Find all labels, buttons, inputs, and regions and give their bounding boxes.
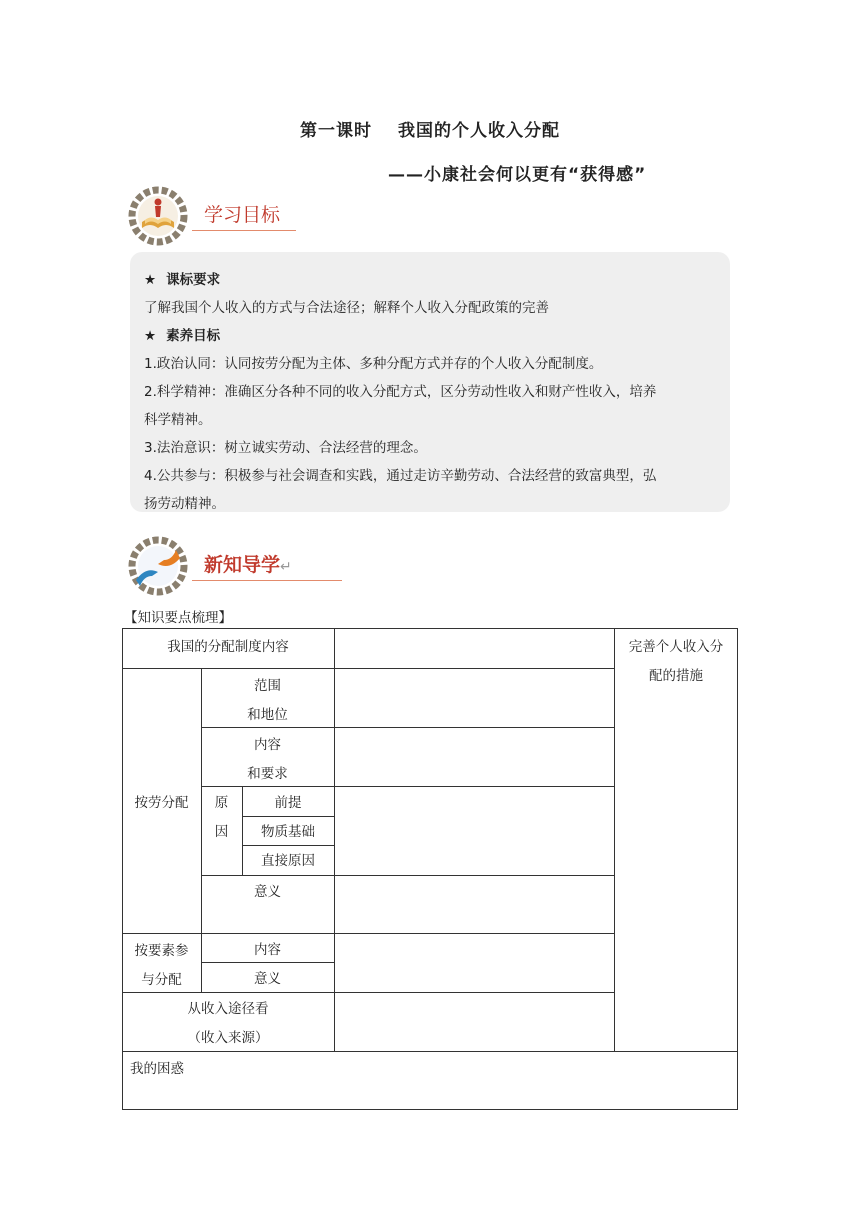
factor-significance-label: 意义 bbox=[254, 971, 281, 987]
goal-item: 科学精神。 bbox=[144, 412, 212, 428]
curriculum-heading: ★ 课标要求 bbox=[144, 272, 221, 288]
section-label: 新知导学↵ bbox=[204, 554, 292, 576]
table-header-right: 完善个人收入分 配的措施 bbox=[628, 639, 724, 684]
direct-reason-label: 直接原因 bbox=[261, 853, 315, 869]
content-label: 内容 和要求 bbox=[247, 737, 288, 782]
scope-label: 范围 和地位 bbox=[247, 678, 288, 723]
income-source-label: 从收入途径看 （收入来源） bbox=[187, 1001, 269, 1046]
factor-distribution-label: 按要素参 与分配 bbox=[134, 943, 189, 988]
star-icon: ★ bbox=[144, 328, 157, 344]
goal-item: 4.公共参与：积极参与社会调查和实践，通过走访辛勤劳动、合法经营的致富典型，弘 bbox=[144, 468, 657, 484]
lesson-topic: 我国的个人收入分配 bbox=[398, 121, 560, 141]
lesson-number: 第一课时 bbox=[300, 121, 372, 141]
section-label: 学习目标 bbox=[204, 204, 281, 226]
curriculum-text: 了解我国个人收入的方式与合法途径；解释个人收入分配政策的完善 bbox=[144, 300, 549, 316]
page-subtitle: ——小康社会何以更有“获得感” bbox=[388, 165, 647, 185]
goal-item: 2.科学精神：准确区分各种不同的收入分配方式，区分劳动性收入和财产性收入，培养 bbox=[144, 384, 657, 400]
reason-label: 原 因 bbox=[214, 795, 229, 840]
goal-item: 3.法治意识：树立诚实劳动、合法经营的理念。 bbox=[144, 440, 427, 456]
factor-content-label: 内容 bbox=[254, 942, 281, 958]
literacy-heading: ★ 素养目标 bbox=[144, 328, 221, 344]
premise-label: 前提 bbox=[274, 795, 302, 811]
return-mark: ↵ bbox=[280, 559, 292, 575]
significance-label: 意义 bbox=[254, 884, 281, 900]
material-basis-label: 物质基础 bbox=[261, 824, 315, 840]
table-header-left: 我国的分配制度内容 bbox=[167, 639, 289, 655]
knowledge-label: 【知识要点梳理】 bbox=[124, 610, 232, 626]
goal-item: 扬劳动精神。 bbox=[144, 496, 225, 512]
star-icon: ★ bbox=[144, 272, 157, 288]
labor-distribution-label: 按劳分配 bbox=[134, 795, 189, 811]
confusion-label: 我的困惑 bbox=[130, 1061, 184, 1077]
goal-item: 1.政治认同：认同按劳分配为主体、多种分配方式并存的个人收入分配制度。 bbox=[144, 356, 603, 372]
